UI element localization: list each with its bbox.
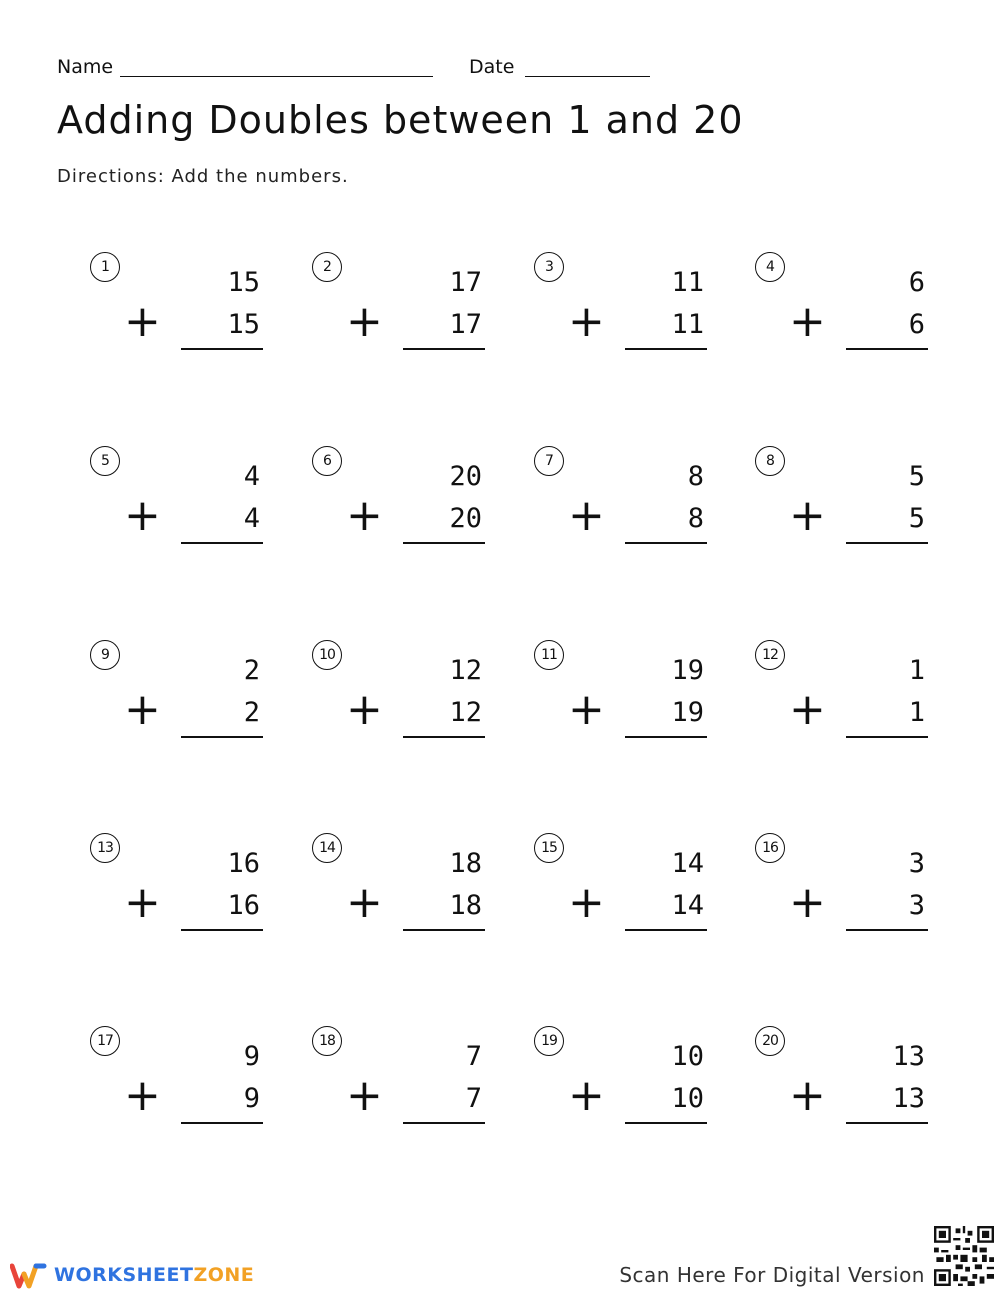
- answer-line[interactable]: [625, 736, 707, 738]
- problem-number-badge: 4: [755, 252, 785, 282]
- answer-line[interactable]: [846, 929, 928, 931]
- plus-sign: +: [124, 296, 161, 347]
- problem-11: [534, 640, 704, 780]
- problem-number-badge: 15: [534, 833, 564, 863]
- plus-sign: +: [124, 490, 161, 541]
- answer-line[interactable]: [181, 348, 263, 350]
- problem-number-badge: 1: [90, 252, 120, 282]
- brand-name-primary: WORKSHEET: [54, 1264, 194, 1286]
- worksheetzone-logo-icon: [10, 1260, 48, 1290]
- top-addend: 17: [449, 267, 482, 298]
- problem-13: [90, 833, 260, 973]
- directions-text: Directions: Add the numbers.: [57, 166, 349, 187]
- answer-line[interactable]: [403, 542, 485, 544]
- plus-sign: +: [789, 877, 826, 928]
- problem-number-badge: 2: [312, 252, 342, 282]
- answer-line[interactable]: [181, 1122, 263, 1124]
- problem-number-badge: 18: [312, 1026, 342, 1056]
- bottom-addend: 9: [243, 1083, 260, 1114]
- plus-sign: +: [568, 1070, 605, 1121]
- answer-line[interactable]: [625, 1122, 707, 1124]
- date-field[interactable]: [525, 76, 650, 77]
- problem-8: [755, 446, 925, 586]
- top-addend: 19: [671, 655, 704, 686]
- name-label: Name: [57, 56, 114, 78]
- problem-17: [90, 1026, 260, 1166]
- top-addend: 18: [449, 848, 482, 879]
- plus-sign: +: [346, 877, 383, 928]
- answer-line[interactable]: [181, 542, 263, 544]
- brand-logo: [10, 1258, 254, 1292]
- plus-sign: +: [568, 296, 605, 347]
- bottom-addend: 3: [908, 890, 925, 921]
- top-addend: 7: [465, 1041, 482, 1072]
- bottom-addend: 19: [671, 697, 704, 728]
- problem-20: [755, 1026, 925, 1166]
- answer-line[interactable]: [403, 348, 485, 350]
- plus-sign: +: [124, 1070, 161, 1121]
- problem-number-badge: 13: [90, 833, 120, 863]
- answer-line[interactable]: [625, 929, 707, 931]
- plus-sign: +: [789, 684, 826, 735]
- top-addend: 9: [243, 1041, 260, 1072]
- problem-number-badge: 6: [312, 446, 342, 476]
- problem-number-badge: 20: [755, 1026, 785, 1056]
- plus-sign: +: [124, 877, 161, 928]
- answer-line[interactable]: [403, 1122, 485, 1124]
- problem-number-badge: 10: [312, 640, 342, 670]
- bottom-addend: 14: [671, 890, 704, 921]
- answer-line[interactable]: [846, 542, 928, 544]
- top-addend: 5: [908, 461, 925, 492]
- top-addend: 1: [908, 655, 925, 686]
- plus-sign: +: [346, 490, 383, 541]
- answer-line[interactable]: [846, 1122, 928, 1124]
- problem-5: [90, 446, 260, 586]
- answer-line[interactable]: [403, 929, 485, 931]
- answer-line[interactable]: [846, 736, 928, 738]
- top-addend: 16: [227, 848, 260, 879]
- plus-sign: +: [789, 490, 826, 541]
- problem-7: [534, 446, 704, 586]
- problem-14: [312, 833, 482, 973]
- top-addend: 14: [671, 848, 704, 879]
- top-addend: 3: [908, 848, 925, 879]
- brand-name-secondary: ZONE: [193, 1264, 255, 1286]
- answer-line[interactable]: [403, 736, 485, 738]
- problem-number-badge: 19: [534, 1026, 564, 1056]
- problem-19: [534, 1026, 704, 1166]
- top-addend: 12: [449, 655, 482, 686]
- name-field[interactable]: [120, 76, 433, 77]
- problem-number-badge: 14: [312, 833, 342, 863]
- problem-2: [312, 252, 482, 392]
- bottom-addend: 5: [908, 503, 925, 534]
- bottom-addend: 15: [227, 309, 260, 340]
- scan-caption: Scan Here For Digital Version: [619, 1263, 925, 1287]
- top-addend: 20: [449, 461, 482, 492]
- top-addend: 11: [671, 267, 704, 298]
- plus-sign: +: [346, 296, 383, 347]
- bottom-addend: 1: [908, 697, 925, 728]
- top-addend: 13: [892, 1041, 925, 1072]
- plus-sign: +: [789, 1070, 826, 1121]
- answer-line[interactable]: [181, 736, 263, 738]
- problem-number-badge: 3: [534, 252, 564, 282]
- plus-sign: +: [568, 490, 605, 541]
- bottom-addend: 8: [687, 503, 704, 534]
- plus-sign: +: [568, 684, 605, 735]
- bottom-addend: 20: [449, 503, 482, 534]
- problem-number-badge: 7: [534, 446, 564, 476]
- plus-sign: +: [789, 296, 826, 347]
- answer-line[interactable]: [181, 929, 263, 931]
- bottom-addend: 2: [243, 697, 260, 728]
- bottom-addend: 13: [892, 1083, 925, 1114]
- problem-12: [755, 640, 925, 780]
- answer-line[interactable]: [625, 348, 707, 350]
- problem-1: [90, 252, 260, 392]
- bottom-addend: 10: [671, 1083, 704, 1114]
- brand-name: [54, 1264, 254, 1286]
- problem-10: [312, 640, 482, 780]
- problem-number-badge: 9: [90, 640, 120, 670]
- problem-16: [755, 833, 925, 973]
- top-addend: 2: [243, 655, 260, 686]
- bottom-addend: 12: [449, 697, 482, 728]
- answer-line[interactable]: [625, 542, 707, 544]
- top-addend: 4: [243, 461, 260, 492]
- bottom-addend: 16: [227, 890, 260, 921]
- plus-sign: +: [346, 1070, 383, 1121]
- bottom-addend: 17: [449, 309, 482, 340]
- bottom-addend: 11: [671, 309, 704, 340]
- problem-number-badge: 8: [755, 446, 785, 476]
- qr-code-icon[interactable]: [934, 1226, 994, 1286]
- plus-sign: +: [346, 684, 383, 735]
- bottom-addend: 6: [908, 309, 925, 340]
- plus-sign: +: [568, 877, 605, 928]
- bottom-addend: 7: [465, 1083, 482, 1114]
- problem-9: [90, 640, 260, 780]
- answer-line[interactable]: [846, 348, 928, 350]
- bottom-addend: 4: [243, 503, 260, 534]
- problem-15: [534, 833, 704, 973]
- top-addend: 6: [908, 267, 925, 298]
- top-addend: 8: [687, 461, 704, 492]
- problem-6: [312, 446, 482, 586]
- date-label: Date: [469, 56, 515, 78]
- problem-number-badge: 12: [755, 640, 785, 670]
- problem-3: [534, 252, 704, 392]
- worksheet-title: Adding Doubles between 1 and 20: [57, 98, 744, 142]
- problem-number-badge: 16: [755, 833, 785, 863]
- top-addend: 15: [227, 267, 260, 298]
- problem-18: [312, 1026, 482, 1166]
- name-date-row: [57, 56, 677, 84]
- problem-number-badge: 11: [534, 640, 564, 670]
- problem-number-badge: 17: [90, 1026, 120, 1056]
- plus-sign: +: [124, 684, 161, 735]
- top-addend: 10: [671, 1041, 704, 1072]
- problem-number-badge: 5: [90, 446, 120, 476]
- bottom-addend: 18: [449, 890, 482, 921]
- problem-4: [755, 252, 925, 392]
